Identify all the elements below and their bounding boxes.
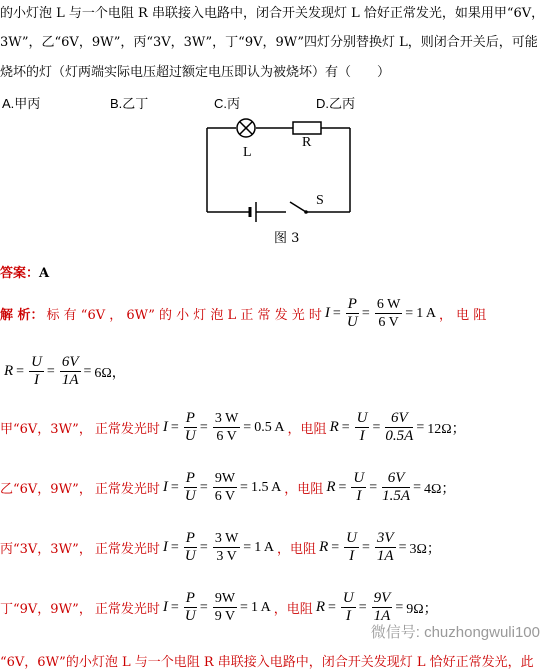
- answer-line: [0, 262, 49, 281]
- option-d: D.乙丙: [316, 96, 356, 111]
- item-current: 1 A: [250, 599, 271, 615]
- item-current: 1.5 A: [250, 479, 282, 495]
- item-r-label: ，电阻: [273, 602, 313, 617]
- main-current: 1 A: [416, 305, 437, 321]
- answer-value: A: [39, 266, 50, 281]
- question-line-1: 的小灯泡 L 与一个电阻 R 串联接入电路中，闭合开关发现灯 L 恰好正常发光，如果用甲“6V，: [0, 6, 545, 21]
- analysis-intro-tail: ， 电 阻: [439, 308, 487, 323]
- item-resistance: 4Ω；: [423, 481, 456, 497]
- analysis-item: 丁“9V，9W”， 正常发光时 I = $\frac{P}{U}$ = $\frac{9W}{9 V}$ = 1 A ，电阻 R = $\frac{U}{I}$ = $\frac{9V}{1A}$ = 9Ω；: [0, 590, 438, 624]
- analysis-intro: 解 析： 标 有 “6V ， 6W” 的 小 灯 泡 L 正 常 发 光 时 I = $\frac{P}{U}$ = $\frac{6 W}{6 V}$ = 1 A ， 电 阻: [0, 296, 487, 330]
- question-line-3: 烧坏的灯（灯两端实际电压超过额定电压即认为被烧坏）有（ ）: [0, 65, 391, 80]
- item-mid: 正常发光时: [94, 422, 160, 437]
- item-r-label: ，电阻: [287, 422, 327, 437]
- figure-caption: 图 3: [274, 231, 300, 246]
- resistor-label: R: [302, 135, 312, 150]
- analysis-intro-text: 标 有 “6V ， 6W” 的 小 灯 泡 L 正 常 发 光 时: [46, 308, 322, 323]
- item-prefix: 丁“9V，9W”，: [0, 602, 92, 617]
- item-prefix: 丙“3V，3W”，: [0, 542, 92, 557]
- option-a: A.甲丙: [2, 96, 41, 111]
- item-mid: 正常发光时: [94, 542, 160, 557]
- switch-label: S: [316, 193, 324, 208]
- lamp-label: L: [243, 145, 252, 160]
- item-mid: 正常发光时: [94, 482, 160, 497]
- fraction-values: $\frac{6 W}{6 V}$: [376, 297, 401, 330]
- item-r-label: ，电阻: [284, 482, 324, 497]
- analysis-item: 甲“6V，3W”， 正常发光时 I = $\frac{P}{U}$ = $\frac{3 W}{6 V}$ = 0.5 A ，电阻 R = $\frac{U}{I}$ = $\frac{6V}{0.5A}$ = 12Ω；: [0, 410, 466, 444]
- fraction-p-u: $\frac{P}{U}$: [346, 296, 358, 330]
- analysis-item: 乙“6V，9W”， 正常发光时 I = $\frac{P}{U}$ = $\frac{9W}{6 V}$ = 1.5 A ，电阻 R = $\frac{U}{I}$ = $\frac{6V}{1.5A}$ = 4Ω；: [0, 470, 456, 504]
- item-resistance: 12Ω；: [427, 421, 466, 437]
- item-prefix: 甲“6V，3W”，: [0, 422, 92, 437]
- question-line-2: 3W”，乙“6V，9W”，丙“3V，3W”，丁“9V，9W”四灯分别替换灯 L，则闭合开关后，可能: [0, 35, 538, 50]
- item-current: 1 A: [254, 539, 275, 555]
- option-b: B.乙丁: [110, 96, 149, 111]
- analysis-label: 解 析：: [0, 308, 44, 323]
- analysis-item: 丙“3V，3W”， 正常发光时 I = $\frac{P}{U}$ = $\frac{3 W}{3 V}$ = 1 A ，电阻 R = $\frac{U}{I}$ = $\frac{3V}{1A}$ = 3Ω；: [0, 530, 441, 564]
- item-current: 0.5 A: [254, 419, 285, 435]
- option-c: C.丙: [214, 96, 241, 111]
- wechat-watermark: 微信号: chuzhongwuli100: [370, 624, 540, 641]
- item-resistance: 3Ω；: [409, 541, 441, 557]
- item-resistance: 9Ω；: [406, 601, 438, 617]
- item-mid: 正常发光时: [94, 602, 160, 617]
- item-prefix: 乙“6V，9W”，: [0, 482, 92, 497]
- symbol-i: I: [324, 305, 330, 321]
- circuit-diagram: [0, 110, 556, 260]
- item-r-label: ，电阻: [277, 542, 317, 557]
- resistance-equation: R = $\frac{U}{I}$ = $\frac{6V}{1A}$ = 6Ω，: [4, 354, 126, 388]
- bottom-repeat-line: “6V，6W”的小灯泡 L 与一个电阻 R 串联接入电路中，闭合开关发现灯 L 恰好正常发光，此: [0, 655, 534, 670]
- answer-label: 答案：: [0, 266, 40, 281]
